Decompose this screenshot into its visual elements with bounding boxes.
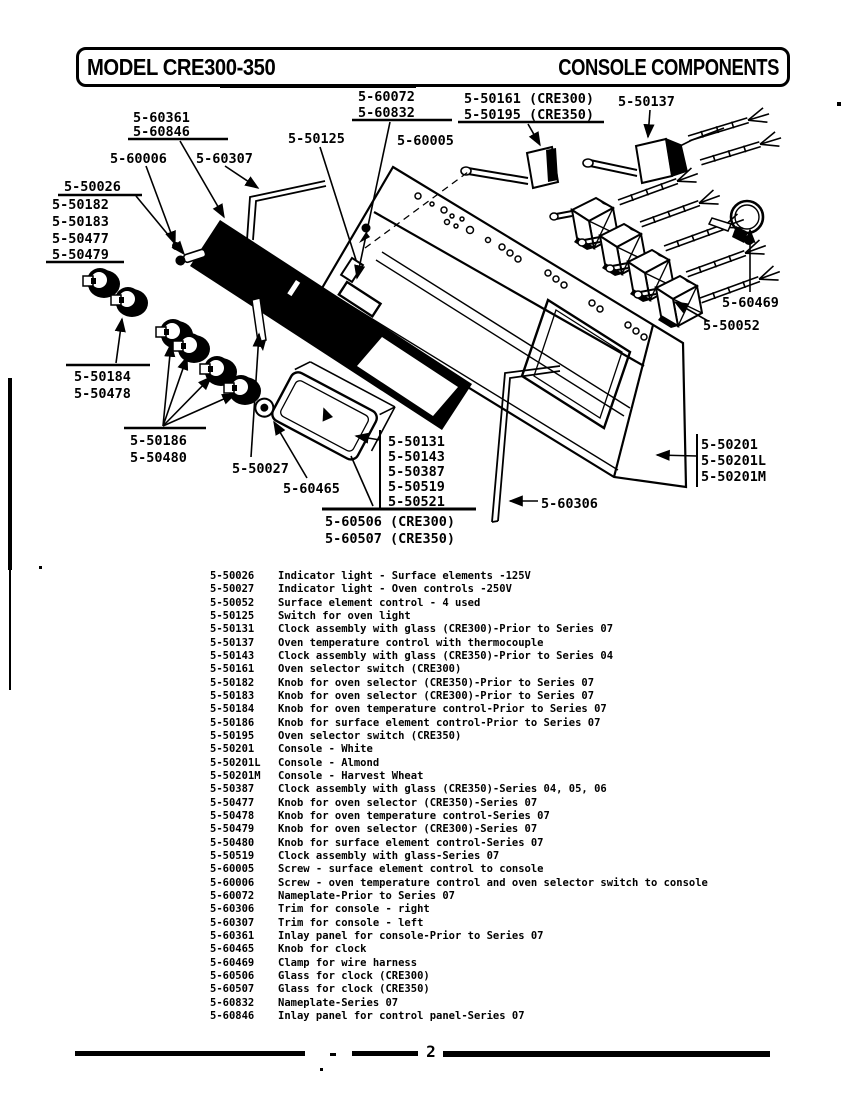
part-callout: 5-60507 (CRE350) — [325, 531, 456, 547]
part-description: Indicator light - Surface elements -125V — [278, 570, 531, 582]
part-number: 5-50186 — [210, 716, 255, 729]
part-description: Nameplate-Series 07 — [278, 996, 399, 1009]
part-number: 5-50519 — [210, 849, 255, 862]
part-number: 5-60307 — [210, 916, 255, 929]
part-callout: 5-50182 — [52, 197, 109, 213]
part-row — [210, 970, 810, 983]
part-number: 5-50026 — [210, 570, 255, 582]
part-callout: 5-50161 (CRE300) — [464, 91, 595, 107]
part-callout: 5-60846 — [133, 124, 190, 140]
part-number: 5-50201L — [210, 756, 261, 769]
part-description: Surface element control - 4 used — [278, 596, 481, 609]
scan-speck — [837, 102, 841, 106]
part-description: Clock assembly with glass (CRE350)-Series 04, 05, 06 — [278, 783, 607, 796]
model-title: MODEL CRE300-350 — [87, 53, 276, 80]
part-number: 5-60072 — [210, 889, 255, 902]
part-description: Console - Almond — [278, 756, 380, 769]
part-description: Trim for console - left — [278, 916, 424, 929]
part-row — [210, 770, 810, 783]
part-callout: 5-50479 — [52, 247, 109, 263]
part-description: Trim for console - right — [278, 903, 430, 916]
part-number: 5-50161 — [210, 663, 255, 676]
header-rule — [220, 84, 416, 88]
clock-assembly — [252, 349, 395, 470]
page-number: 2 — [426, 1042, 436, 1061]
part-description: Knob for surface element control-Series 07 — [278, 836, 544, 849]
part-number: 5-50201 — [210, 743, 255, 756]
part-number: 5-50480 — [210, 836, 255, 849]
part-callout: 5-50195 (CRE350) — [464, 107, 595, 123]
part-number: 5-50182 — [210, 676, 255, 689]
part-row — [210, 917, 810, 930]
part-row — [210, 650, 810, 663]
part-number: 5-50195 — [210, 729, 255, 742]
part-description: Knob for oven temperature control-Series 07 — [278, 809, 550, 822]
part-row — [210, 890, 810, 903]
part-number: 5-60005 — [210, 863, 255, 876]
part-description: Knob for oven temperature control-Prior to Series 07 — [278, 703, 607, 716]
footer-rule-left — [75, 1051, 305, 1056]
part-callout: 5-50027 — [232, 461, 289, 477]
part-callout: 5-50125 — [288, 131, 345, 147]
part-row — [210, 677, 810, 690]
section-title: CONSOLE COMPONENTS — [558, 53, 779, 80]
part-callout: 5-50480 — [130, 450, 187, 466]
oven-selector-switch — [461, 147, 558, 188]
part-callout: 5-50052 — [703, 318, 760, 334]
part-row — [210, 850, 810, 863]
part-number: 5-60465 — [210, 943, 255, 956]
part-row — [210, 877, 810, 890]
part-row — [210, 663, 810, 676]
part-row — [210, 717, 810, 730]
wire-clamp — [709, 201, 763, 245]
part-row — [210, 783, 810, 796]
part-row — [210, 637, 810, 650]
part-description: Console - White — [278, 743, 373, 756]
part-row — [210, 983, 810, 996]
part-number: 5-50184 — [210, 703, 255, 716]
part-callout: 5-60469 — [722, 295, 779, 311]
part-callout: 5-50477 — [52, 231, 109, 247]
part-number: 5-60361 — [210, 929, 255, 942]
scan-speck — [39, 566, 42, 569]
part-callout: 5-60072 — [358, 89, 415, 105]
part-row — [210, 583, 810, 596]
part-number: 5-50125 — [210, 609, 255, 622]
part-callout: 5-50387 — [388, 464, 445, 480]
part-description: Clock assembly with glass (CRE300)-Prior to Series 07 — [278, 623, 614, 636]
part-description: Glass for clock (CRE300) — [278, 969, 430, 982]
part-row — [210, 743, 810, 756]
part-row — [210, 757, 810, 770]
part-row — [210, 703, 810, 716]
part-row — [210, 930, 810, 943]
part-callout: 5-50519 — [388, 479, 445, 495]
footer-rule-mid — [352, 1051, 418, 1056]
part-row — [210, 623, 810, 636]
part-description: Clock assembly with glass-Series 07 — [278, 849, 500, 862]
part-row — [210, 837, 810, 850]
part-callout: 5-50026 — [64, 179, 121, 195]
part-number: 5-50027 — [210, 583, 255, 596]
part-number: 5-50477 — [210, 796, 255, 809]
part-description: Console - Harvest Wheat — [278, 769, 424, 782]
part-description: Inlay panel for control panel-Series 07 — [278, 1009, 525, 1022]
part-description: Clamp for wire harness — [278, 956, 418, 969]
part-row — [210, 943, 810, 956]
part-callout: 5-60465 — [283, 481, 340, 497]
part-callout: 5-60006 — [110, 151, 167, 167]
part-number: 5-50143 — [210, 649, 255, 662]
trim-left — [247, 181, 326, 240]
scan-edge-line — [8, 378, 12, 570]
part-description: Screw - oven temperature control and oven selector switch to console — [278, 876, 708, 889]
part-row — [210, 957, 810, 970]
part-callout: 5-50201L — [701, 453, 767, 469]
part-callout: 5-50186 — [130, 433, 187, 449]
part-description: Knob for oven selector (CRE300)-Series 07 — [278, 823, 538, 836]
part-callout: 5-60832 — [358, 105, 415, 121]
part-description: Nameplate-Prior to Series 07 — [278, 889, 456, 902]
part-row — [210, 610, 810, 623]
part-row — [210, 903, 810, 916]
part-number: 5-50137 — [210, 636, 255, 649]
part-callout: 5-60005 — [397, 133, 454, 149]
part-row — [210, 810, 810, 823]
part-callout: 5-50478 — [74, 386, 131, 402]
parts-list — [210, 570, 810, 1023]
part-row — [210, 597, 810, 610]
part-number: 5-60006 — [210, 876, 255, 889]
part-callout: 5-50131 — [388, 434, 445, 450]
part-row — [210, 570, 810, 583]
part-description: Knob for oven selector (CRE350)-Prior to Series 07 — [278, 676, 595, 689]
part-row — [210, 690, 810, 703]
part-description: Oven temperature control with thermocouple — [278, 636, 544, 649]
footer-rule-right — [443, 1051, 770, 1057]
scan-speck — [320, 1068, 323, 1071]
part-description: Indicator light - Oven controls -250V — [278, 583, 512, 596]
part-callout: 5-50521 — [388, 494, 445, 510]
part-number: 5-50131 — [210, 623, 255, 636]
part-callout: 5-50183 — [52, 214, 109, 230]
page-header — [76, 47, 790, 87]
part-number: 5-60507 — [210, 983, 255, 996]
part-row — [210, 730, 810, 743]
part-number: 5-50201M — [210, 769, 261, 782]
part-number: 5-50183 — [210, 689, 255, 702]
part-number: 5-50052 — [210, 596, 255, 609]
part-description: Knob for clock — [278, 943, 367, 956]
part-row — [210, 1010, 810, 1023]
part-description: Knob for surface element control-Prior to Series 07 — [278, 716, 601, 729]
part-row — [210, 997, 810, 1010]
scan-speck — [330, 1053, 336, 1056]
part-description: Oven selector switch (CRE300) — [278, 663, 462, 676]
part-callout: 5-60306 — [541, 496, 598, 512]
part-callout: 5-50143 — [388, 449, 445, 465]
part-number: 5-60306 — [210, 903, 255, 916]
part-description: Inlay panel for console-Prior to Series 07 — [278, 929, 544, 942]
part-description: Clock assembly with glass (CRE350)-Prior to Series 04 — [278, 649, 614, 662]
part-description: Screw - surface element control to console — [278, 863, 544, 876]
part-callout: 5-50184 — [74, 369, 131, 385]
part-number: 5-50479 — [210, 823, 255, 836]
part-callout: 5-50201M — [701, 469, 767, 485]
part-number: 5-60469 — [210, 956, 255, 969]
part-description: Oven selector switch (CRE350) — [278, 729, 462, 742]
part-number: 5-60832 — [210, 996, 255, 1009]
part-description: Glass for clock (CRE350) — [278, 983, 430, 996]
scan-edge-line — [9, 570, 11, 690]
part-number: 5-60846 — [210, 1009, 255, 1022]
part-callout: 5-50201 — [701, 437, 758, 453]
part-callout: 5-50137 — [618, 94, 675, 110]
part-row — [210, 797, 810, 810]
part-number: 5-60506 — [210, 969, 255, 982]
part-callout: 5-60361 — [133, 110, 190, 126]
part-description: Knob for oven selector (CRE350)-Series 07 — [278, 796, 538, 809]
part-callout: 5-60307 — [196, 151, 253, 167]
part-description: Knob for oven selector (CRE300)-Prior to Series 07 — [278, 689, 595, 702]
part-number: 5-50387 — [210, 783, 255, 796]
part-row — [210, 863, 810, 876]
part-row — [210, 823, 810, 836]
part-description: Switch for oven light — [278, 609, 411, 622]
part-number: 5-50478 — [210, 809, 255, 822]
part-callout: 5-60506 (CRE300) — [325, 514, 456, 530]
